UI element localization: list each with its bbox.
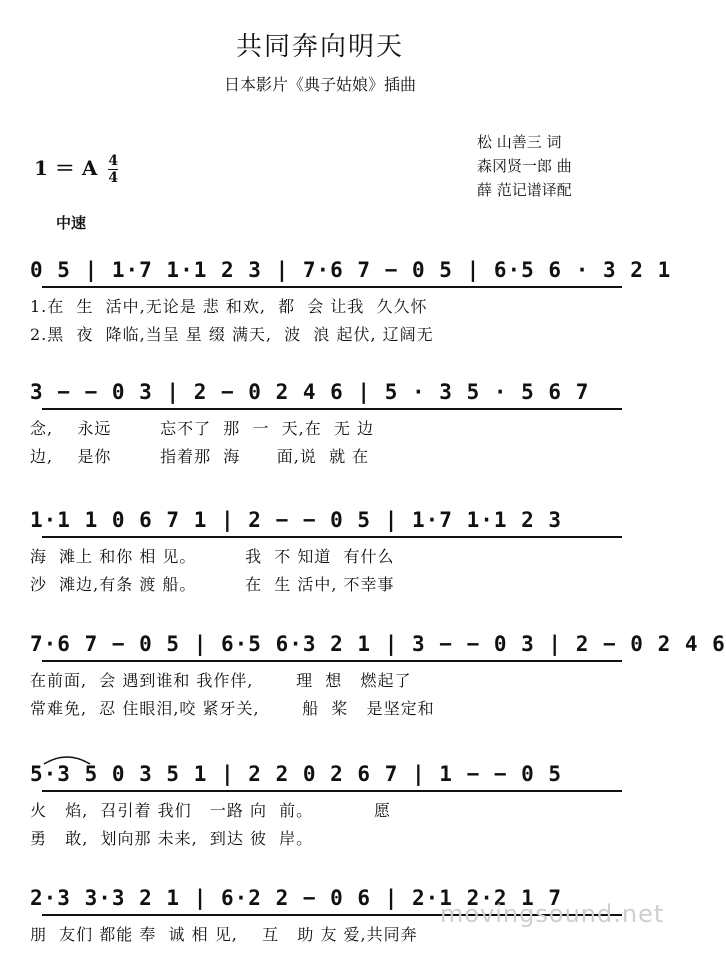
time-signature <box>108 153 118 186</box>
lyrics-verse-2: 2.黑 夜 降临,当呈 星 缀 满天, 波 浪 起伏, 辽阔无 <box>30 325 434 344</box>
notation-line: 7·6 7 − 0 5 | 6·5 6·3 2 1 | 3 − − 0 3 | 2 − 0 2 4 6 <box>30 632 726 656</box>
lyricist-credit: 松 山善三 词 <box>477 133 562 151</box>
watermark: movingsound.net <box>440 900 665 928</box>
song-title: 共同奔向明天 <box>235 32 404 62</box>
notation-line: 0 5 | 1·7 1·1 2 3 | 7·6 7 − 0 5 | 6·5 6 · 3 2 1 <box>30 258 672 282</box>
song-subtitle: 日本影片《典子姑娘》插曲 <box>223 75 416 94</box>
lyrics-verse-2: 常难免, 忍 住眼泪,咬 紧牙关, 船 桨 是坚定和 <box>30 699 435 718</box>
lyrics-verse-1: 在前面, 会 遇到谁和 我作伴, 理 想 燃起了 <box>30 671 412 690</box>
notation-line: 2·3 3·3 2 1 | 6·2 2 − 0 6 | 2·1 2·2 1 7 <box>30 886 563 910</box>
key-signature-block <box>34 152 118 186</box>
beam-underline <box>42 536 622 538</box>
tempo-marking: 中速 <box>56 214 87 232</box>
composer-credit: 森冈贤一郎 曲 <box>477 157 572 175</box>
beam-underline <box>42 660 622 662</box>
beam-underline <box>42 286 622 288</box>
key-signature: 1 ＝ A <box>34 156 98 180</box>
lyrics-verse-1: 1.在 生 活中,无论是 悲 和欢, 都 会 让我 久久怀 <box>30 297 428 316</box>
beam-underline <box>42 408 622 410</box>
time-signature-top: 4 <box>108 153 119 169</box>
notation-line: 5·3 5 0 3 5 1 | 2 2 0 2 6 7 | 1 − − 0 5 <box>30 762 563 786</box>
credits <box>477 130 572 202</box>
notation-line: 3 − − 0 3 | 2 − 0 2 4 6 | 5 · 3 5 · 5 6 7 <box>30 380 590 404</box>
lyrics-verse-1: 朋 友们 都能 奉 诚 相 见, 互 助 友 爱,共同奔 <box>30 925 418 944</box>
lyrics-verse-2: 边, 是你 指着那 海 面,说 就 在 <box>30 447 370 466</box>
arranger-credit: 薛 范记谱译配 <box>477 181 572 199</box>
lyrics-verse-1: 念, 永远 忘不了 那 一 天,在 无 边 <box>30 419 374 438</box>
lyrics-verse-2: 勇 敢, 划向那 未来, 到达 彼 岸。 <box>30 829 314 848</box>
lyrics-verse-1: 海 滩上 和你 相 见。 我 不 知道 有什么 <box>30 547 395 566</box>
beam-underline <box>42 790 622 792</box>
notation-line: 1·1 1 0 6 7 1 | 2 − − 0 5 | 1·7 1·1 2 3 <box>30 508 563 532</box>
time-signature-bottom: 4 <box>108 170 119 186</box>
lyrics-verse-1: 火 焰, 召引着 我们 一路 向 前。 愿 <box>30 801 391 820</box>
lyrics-verse-2: 沙 滩边,有条 渡 船。 在 生 活中, 不幸事 <box>30 575 395 594</box>
